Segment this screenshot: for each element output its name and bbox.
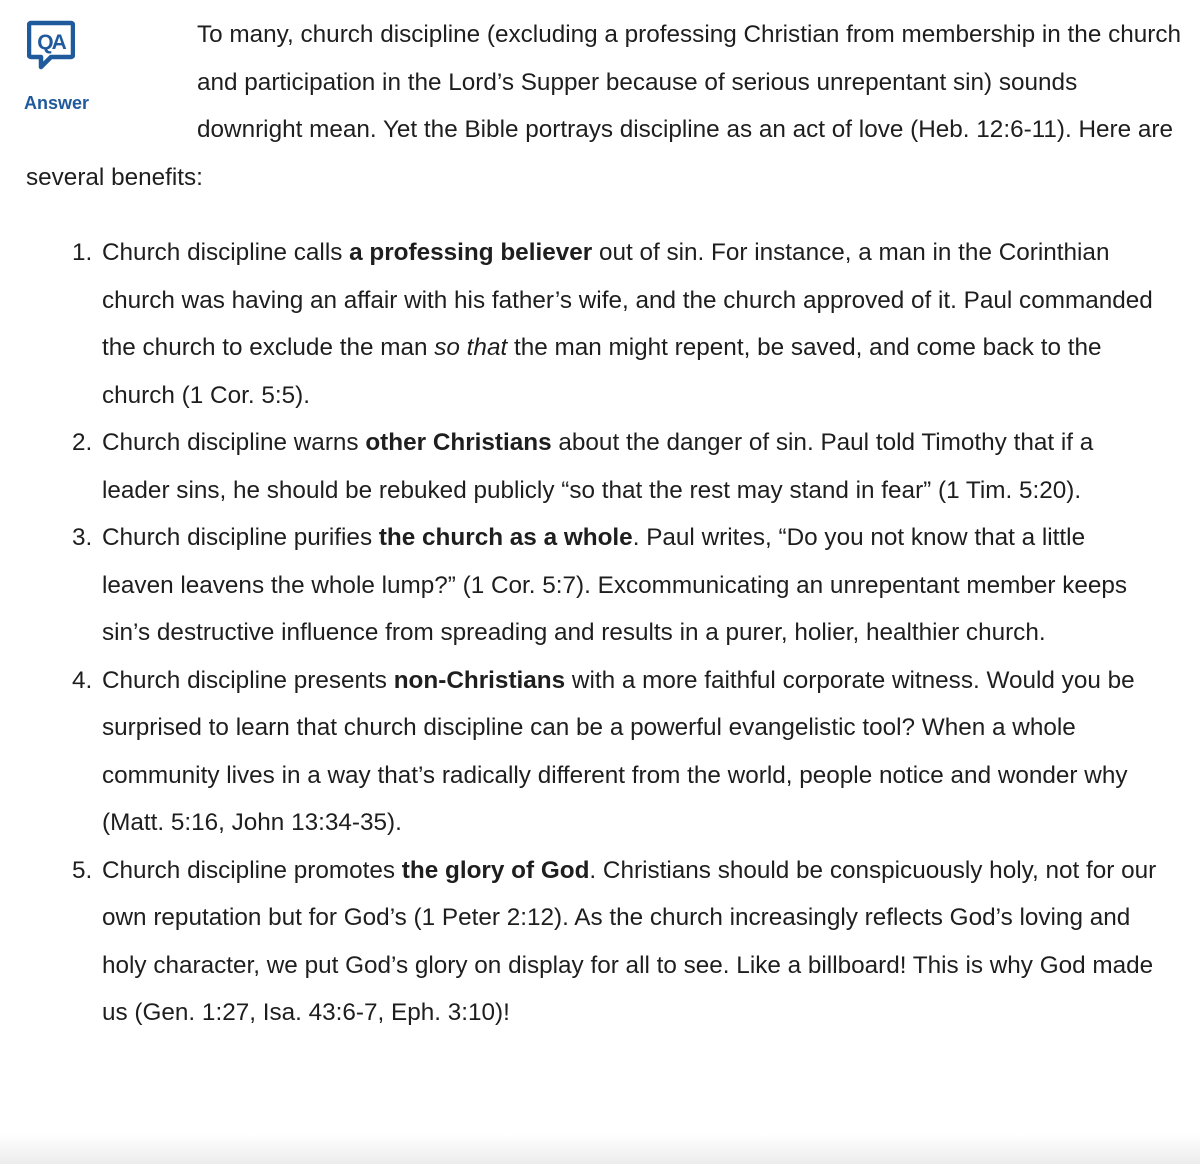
answer-label: Answer [24, 93, 90, 113]
emphasis-text: a professing believer [349, 239, 593, 266]
list-item: 1. Church discipline calls a professing believer out of sin. For instance, a man in the Corinthian church was having an affair with his father’s wife, and the church approved of it. Paul commanded the church to exclude the man so that the man might repent, be saved, and come back to the church (1 Cor. 5:5). [0, 229, 1190, 419]
intro-text: To many, church discipline (excluding a professing Christian from membership in the church and participation in the Lord’s Supper because of serious unrepentant sin) sounds downright mean. Yet the Bible portrays discipline as an act of love (Heb. 12:6-11). Here are several benefits: [26, 21, 1182, 191]
bottom-fade-bar [0, 1134, 1200, 1164]
emphasis-text: the glory of God [401, 856, 590, 884]
emphasis-text: the church as a whole [378, 524, 633, 551]
list-number: 2. [72, 429, 93, 456]
benefits-list [0, 229, 1190, 1037]
list-item: 3. Church discipline purifies the church as a whole. Paul writes, “Do you not know that a little leaven leavens the whole lump?” (1 Cor. 5:7). Excommunicating an unrepentant member keeps sin’s destructive influence from spreading and results in a purer, holier, healthier church. [0, 514, 1190, 657]
qa-icon-text: QA [37, 31, 65, 54]
list-number: 4. [72, 666, 93, 694]
list-item: 4. Church discipline presents non-Christians with a more faithful corporate witness. Would you be surprised to learn that church discipline can be a powerful evangelistic tool? When a whole community lives in a way that’s radically different from the world, people notice and wonder why (Matt. 5:16, John 13:34-35). [0, 657, 1190, 847]
list-number: 3. [72, 524, 93, 551]
list-item: 5. Church discipline promotes the glory of God. Christians should be conspicuously holy, not for our own reputation but for God’s (1 Peter 2:12). As the church increasingly reflects God’s loving and holy character, we put God’s glory on display for all to see. Like a billboard! This is why God made us (Gen. 1:27, Isa. 43:6-7, Eph. 3:10)! [0, 847, 1190, 1037]
list-item: 2. Church discipline warns other Christians about the danger of sin. Paul told Timothy that if a leader sins, he should be rebuked publicly “so that the rest may stand in fear” (1 Tim. 5:20). [0, 419, 1190, 514]
list-number: 1. [72, 239, 93, 266]
intro-paragraph [26, 11, 1186, 201]
emphasis-text: non-Christians [393, 666, 566, 694]
italic-text: so that [434, 334, 508, 361]
list-number: 5. [72, 856, 93, 884]
emphasis-text: other Christians [365, 429, 552, 456]
